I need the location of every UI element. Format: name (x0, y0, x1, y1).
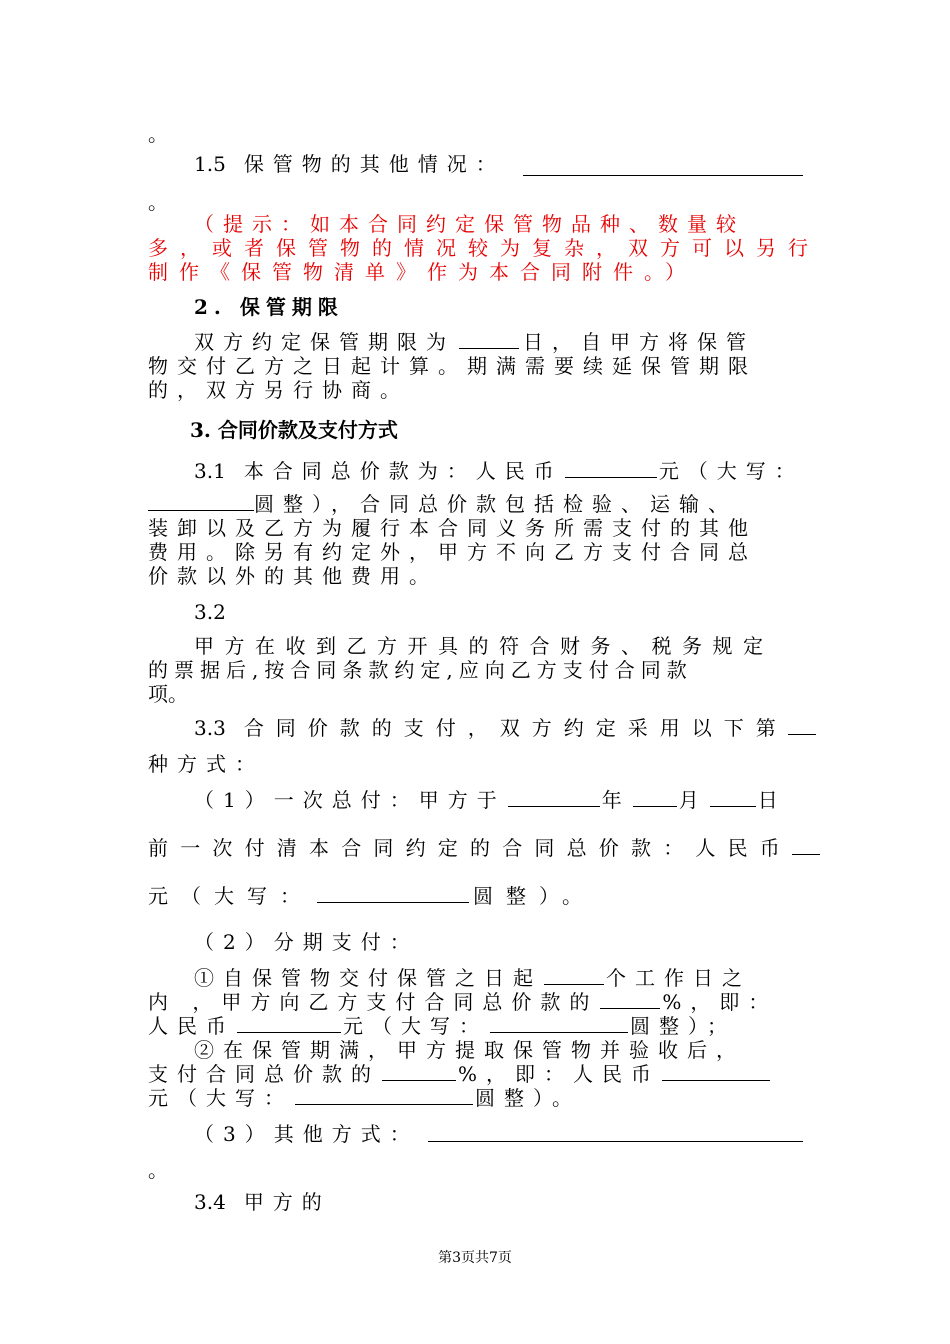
option-2: （2）分期支付： (194, 930, 419, 954)
section-3-2: 3.2 (194, 600, 226, 624)
option-3: （3）其他方式： (194, 1122, 419, 1146)
blank-line (317, 884, 469, 903)
section-heading-2: 2. 保管期限 (194, 295, 344, 319)
hint-line-2: 多，或者保管物的情况较为复杂，双方可以另行 (148, 236, 820, 260)
blank-line (428, 1141, 803, 1142)
text-line: 元（大写： 圆整）。 (148, 884, 595, 908)
section-3-4: 3.4 甲方的 (194, 1190, 331, 1214)
page-footer: 第3页共7页 (438, 1250, 512, 1266)
blank-line (788, 716, 816, 735)
blank-line (792, 836, 820, 855)
text-line: 内 ，甲方向乙方支付合同总价款的 %，即： (148, 990, 778, 1014)
hint-line-3: 制作《保管物清单》作为本合同附件。） (148, 260, 696, 284)
text-line: ②在保管期满，甲方提取保管物并验收后， (194, 1038, 745, 1062)
blank-line (633, 788, 677, 807)
text-line: 前一次付清本合同约定的合同总价款：人民币 (148, 836, 820, 860)
text-line: 种方式： (148, 752, 264, 776)
section-heading-3: 3. 合同价款及支付方式 (190, 418, 398, 442)
text-line: 圆整），合同总价款包括检验、运输、 (148, 492, 737, 516)
blank-line (382, 1062, 456, 1081)
blank-line (490, 1014, 628, 1033)
text-line: 支付合同总价款的 %，即：人民币 (148, 1062, 770, 1086)
text-line: 。 (148, 190, 168, 214)
blank-line (508, 788, 600, 807)
blank-line (237, 1014, 341, 1033)
text-line: 。 (148, 1158, 168, 1182)
blank-line (600, 990, 660, 1009)
text-line: 双方约定保管期限为 日，自甲方将保管 (194, 330, 755, 354)
text-line: 的，双方另行协商。 (148, 378, 409, 402)
section-3-1: 3.1 本合同总价款为：人民币 元（大写： (194, 459, 804, 483)
text-line: 。 (148, 122, 168, 146)
text-line: ①自保管物交付保管之日起 个工作日之 (194, 966, 751, 990)
text-line: 人民币 元（大写： 圆整）； (148, 1014, 736, 1038)
blank-line (565, 459, 657, 478)
blank-line (662, 1062, 770, 1081)
blank-line (544, 966, 604, 985)
text-line: 装卸以及乙方为履行本合同义务所需支付的其他 (148, 516, 757, 540)
section-1-5: 1.5 保管物的其他情况： (194, 152, 505, 176)
text-line: 甲方在收到乙方开具的符合财务、税务规定 (194, 634, 774, 658)
blank-line (295, 1086, 473, 1105)
option-1: （1）一次总付：甲方于 年 月 日 (194, 788, 787, 812)
text-line: 价款以外的其他费用。 (148, 564, 438, 588)
blank-line (459, 330, 519, 349)
text-line: 费用。除另有约定外，甲方不向乙方支付合同总 (148, 540, 757, 564)
blank-line (710, 788, 756, 807)
hint-line-1: （提示：如本合同约定保管物品种、数量较 (194, 212, 745, 236)
text-line: 元（大写： 圆整）。 (148, 1086, 581, 1110)
text-line: 项。 (148, 682, 188, 706)
text-line: 物交付乙方之日起计算。期满需要续延保管期限 (148, 354, 757, 378)
section-3-3: 3.3 合同价款的支付，双方约定采用以下第 (194, 716, 816, 740)
text-line: 的票据后,按合同条款约定,应向乙方支付合同款 (148, 658, 693, 682)
blank-line (523, 175, 803, 176)
blank-line (148, 492, 254, 511)
